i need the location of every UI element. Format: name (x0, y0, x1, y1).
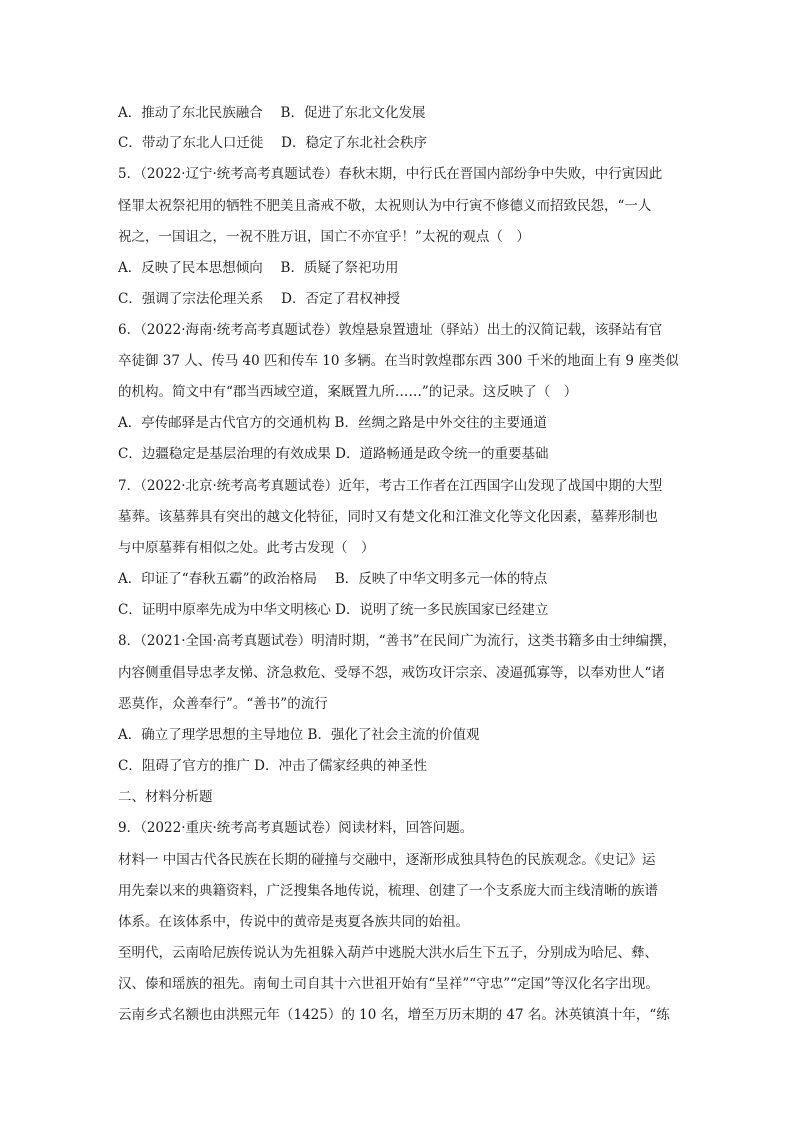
question-6-stem: 6．（2022·海南·统考高考真题试卷）敦煌悬泉置遗址（驿站）出土的汉简记载，该驿站有官 (118, 322, 663, 338)
question-5-stem: 5．（2022·辽宁·统考高考真题试卷）春秋末期，中行氏在晋国内部纷争中失败，中行寅因此 (118, 166, 663, 182)
text-line: 恶莫作，众善奉行”。“善书”的流行 (118, 696, 328, 712)
option-line: A．确立了理学思想的主导地位 B．强化了社会主流的价值观 (118, 727, 480, 743)
material-text-line: 至明代，云南哈尼族传说认为先祖躲入葫芦中逃脱大洪水后生下五子，分别成为哈尼、彝、 (118, 945, 658, 961)
text-line: A．推动了东北民族融合 B．促进了东北文化发展 (118, 105, 426, 121)
material-text-line: 用先秦以来的典籍资料，广泛搜集各地传说，梳理、创建了一个支系庞大而主线清晰的族谱 (118, 883, 658, 899)
text-line: 内容侧重倡导忠孝友悌、济急救危、受辱不怨，戒饬攻讦宗亲、凌逼孤寡等，以奉劝世人“诸 (118, 665, 665, 681)
material-text-line: 云南乡式名额也由洪熙元年（1425）的 10 名，增至万历末期的 47 名。沐英镇滇十年，“练 (118, 1007, 670, 1023)
text-line: 的机构。简文中有“郡当西域空道，案厩置九所……”的记录。这反映了（ ） (118, 384, 578, 400)
material-text-line: 体系。在该体系中，传说中的黄帝是夷夏各族共同的始祖。 (118, 914, 469, 930)
text-line: 祝之，一国诅之，一祝不胜万诅，国亡不亦宜乎！”太祝的观点（ ） (118, 229, 530, 245)
material-text-line: 材料一 中国古代各民族在长期的碰撞与交融中，逐渐形成独具特色的民族观念。《史记》运 (118, 852, 656, 868)
question-8-stem: 8．（2021·全国·高考真题试卷）明清时期，“善书”在民间广为流行，这类书籍多由士绅编撰， (118, 633, 677, 649)
text-line: 墓葬。该墓葬具有突出的越文化特征，同时又有楚文化和江淮文化等文化因素，墓葬形制也 (118, 509, 658, 525)
text-line: 怪罪太祝祭祀用的牺牲不肥美且斋戒不敬，太祝则认为中行寅不修德义而招致民怨，“一人 (118, 198, 652, 214)
text-line: 与中原墓葬有相似之处。此考古发现（ ） (118, 540, 375, 556)
question-9-stem: 9．（2022·重庆·统考高考真题试卷）阅读材料，回答问题。 (118, 820, 474, 836)
option-line: C．强调了宗法伦理关系 D．否定了君权神授 (118, 291, 400, 307)
section-heading: 二、材料分析题 (118, 789, 213, 805)
text-line: 卒徒御 37 人、传马 40 匹和传车 10 多辆。在当时敦煌郡东西 300 千米的地面上有 9 座类似 (118, 353, 679, 369)
option-line: C．边疆稳定是基层治理的有效成果 D．道路畅通是政令统一的重要基础 (118, 446, 549, 462)
option-line: C．证明中原率先成为中华文明核心 D．说明了统一多民族国家已经建立 (118, 602, 549, 618)
option-line: A．亭传邮驿是古代官方的交通机构 B．丝绸之路是中外交往的主要通道 (118, 415, 547, 431)
question-7-stem: 7．（2022·北京·统考高考真题试卷）近年，考古工作者在江西国字山发现了战国中期的大型 (118, 478, 663, 494)
option-line: A．反映了民本思想倾向 B．质疑了祭祀功用 (118, 260, 399, 276)
text-line: C．带动了东北人口迁徙 D．稳定了东北社会秩序 (118, 135, 427, 151)
option-line: C．阻碍了官方的推广 D．冲击了儒家经典的神圣性 (118, 758, 427, 774)
material-text-line: 汉、傣和瑶族的祖先。南甸土司自其十六世祖开始有“呈祥”“守忠”“定国”等汉化名字出现。 (118, 976, 659, 992)
option-line: A．印证了“春秋五霸”的政治格局 B．反映了中华文明多元一体的特点 (118, 571, 548, 587)
